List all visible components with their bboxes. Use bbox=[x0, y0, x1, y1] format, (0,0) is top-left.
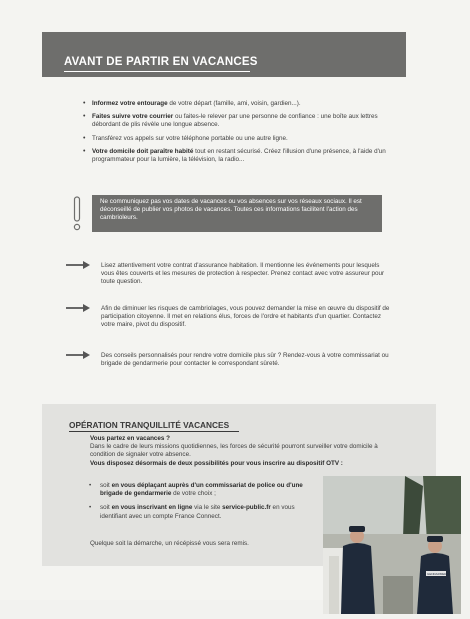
advice-text: Des conseils personnalisés pour rendre votre domicile plus sûr ? Rendez-vous à votre commissariat ou brigade de gendarmerie pour contacter le correspondant sûreté. bbox=[101, 352, 389, 368]
arrow-right-icon bbox=[66, 261, 90, 269]
bullet-icon: • bbox=[83, 134, 86, 142]
otv-title-underline bbox=[69, 431, 239, 432]
bullet-icon: • bbox=[89, 482, 92, 489]
otv-section bbox=[42, 404, 450, 576]
bullet-icon: • bbox=[89, 504, 92, 512]
title-underline bbox=[64, 71, 250, 72]
advice-text: Afin de diminuer les risques de cambriolages, vous pouvez demander la mise en œuvre du dispositif de participation citoyenne. Il met en relations élus, forces de l'ordre et habitants d'un quartier. Contactez votre maire, pivot du dispositif. bbox=[101, 305, 390, 329]
bullet-icon: • bbox=[83, 100, 86, 107]
gendarmes-photo bbox=[323, 476, 461, 614]
otv-option: • soit en vous inscrivant en ligne via le site service-public.fr en vous identifiant avec un compte France Connect. bbox=[89, 504, 295, 520]
otv-option: • soit en vous déplaçant auprès d'un commissariat de police ou d'une brigade de gendarmerie de votre choix ; bbox=[89, 482, 303, 498]
otv-options bbox=[89, 482, 312, 527]
gendarmerie-badge-text: GENDARMERIE bbox=[427, 572, 450, 576]
bullet-icon: • bbox=[83, 113, 86, 121]
warning-box bbox=[92, 195, 382, 232]
tip-item: • Faites suivre votre courrier ou faites-le relever par une personne de confiance : une boîte aux lettres débordant de plis révèle une longue absence. bbox=[83, 113, 378, 129]
arrow-right-icon bbox=[66, 304, 90, 312]
exclamation-icon bbox=[72, 196, 82, 232]
tip-item: • Votre domicile doit paraître habité tout en restant sécurisé. Créez l'illusion d'une présence, à l'aide d'un programmateur pour la lumière, la télévision, la radio... bbox=[83, 147, 386, 164]
advice-text: Lisez attentivement votre contrat d'assurance habitation. Il mentionne les événements pour lesquels vous êtes couverts et les mesures de protection à respecter. Prenez contact avec votre assureur pour toute question. bbox=[101, 262, 385, 286]
otv-title: OPÉRATION TRANQUILLITÉ VACANCES bbox=[69, 420, 230, 430]
otv-final-note: Quelque soit la démarche, un récépissé vous sera remis. bbox=[90, 540, 249, 547]
service-public-link[interactable]: service-public.fr bbox=[222, 504, 271, 512]
bullet-icon: • bbox=[83, 147, 86, 155]
tip-item: • Transférez vos appels sur votre téléphone portable ou une autre ligne. bbox=[83, 134, 288, 142]
tip-item: • Informez votre entourage de votre départ (famille, ami, voisin, gardien...). bbox=[83, 100, 301, 107]
arrow-right-icon bbox=[66, 351, 90, 359]
tips-list bbox=[83, 100, 392, 169]
warning-text: Ne communiquez pas vos dates de vacances ou vos absences sur vos réseaux sociaux. Il est déconseillé de publier vos photos de vacances. Toutes ces informations facilitent l'action des cambrioleurs. bbox=[100, 198, 362, 222]
section-header bbox=[42, 32, 406, 77]
otv-intro: Vous partez en vacances ? Dans le cadre de leurs missions quotidiennes, les forces de sécurité pourront surveiller votre domicile à condition de signaler votre absence. Vous disposez désormais de deux possibilités pour vous inscrire au dispositif OTV : bbox=[90, 435, 378, 467]
page-title: AVANT DE PARTIR EN VACANCES bbox=[64, 56, 258, 68]
